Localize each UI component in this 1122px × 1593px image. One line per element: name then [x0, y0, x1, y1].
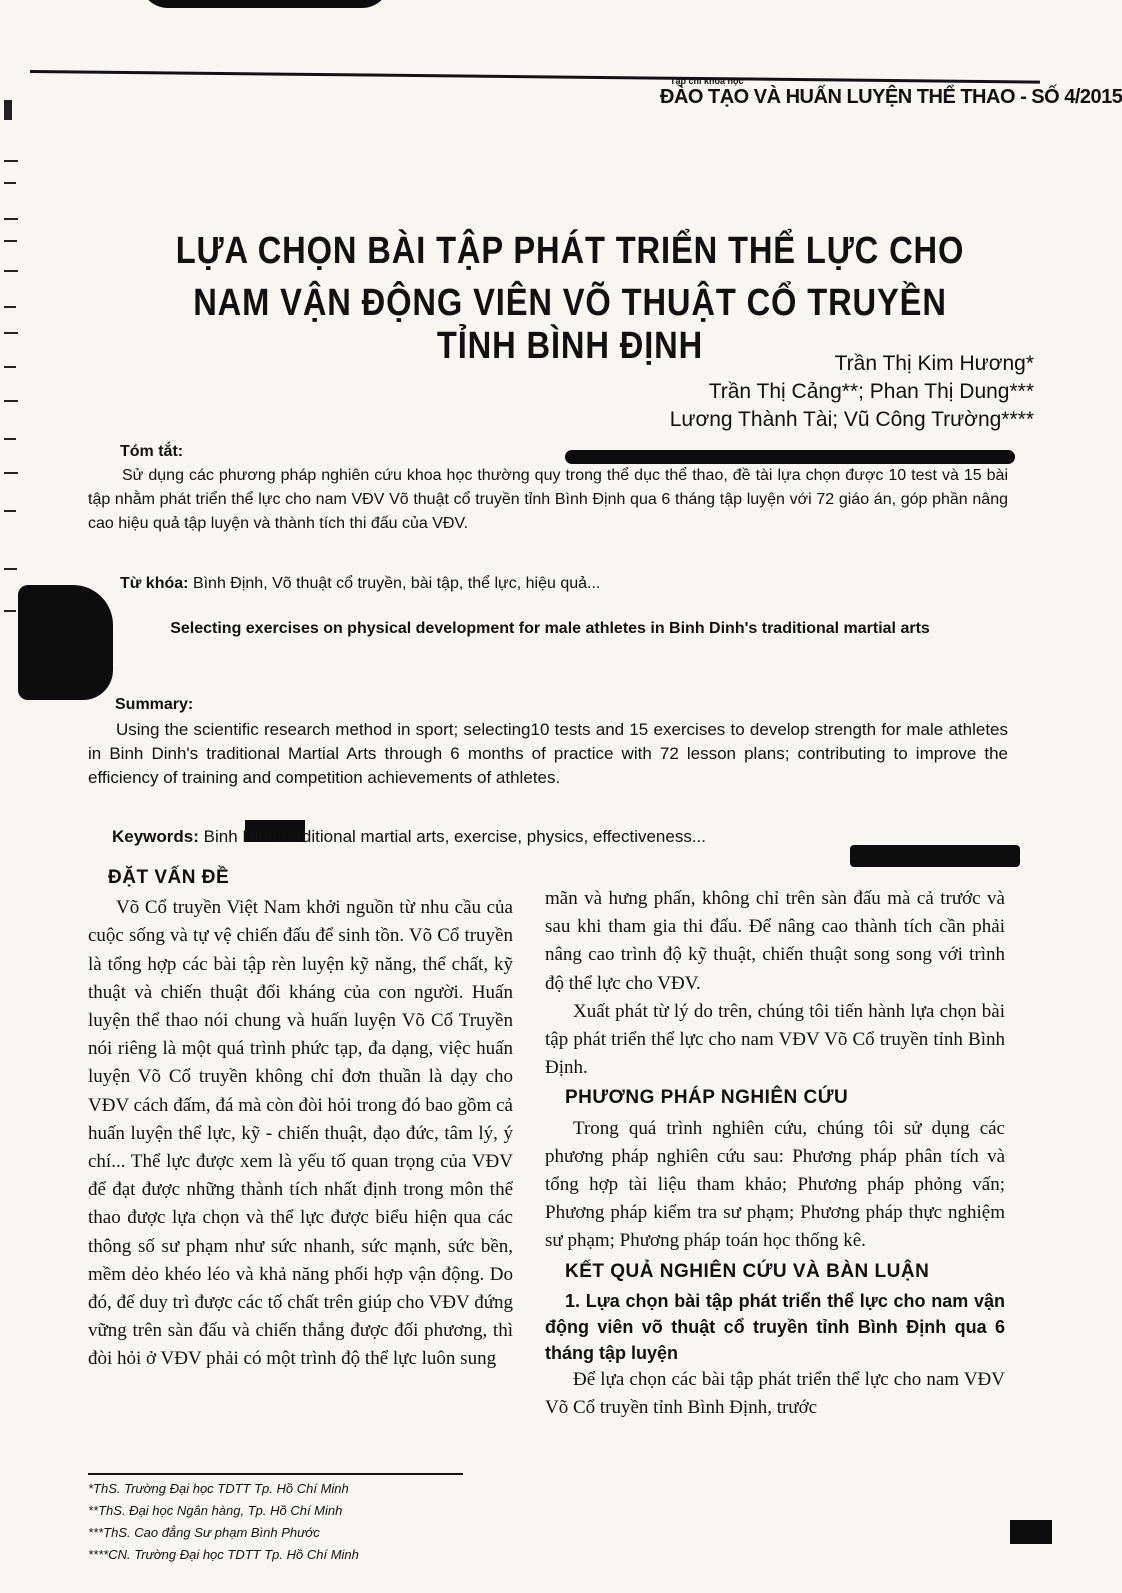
- subsection-heading: 1. Lựa chọn bài tập phát triển thể lực cho nam vận động viên võ thuật cổ truyền tỉnh Bình Định qua 6 tháng tập luyện: [545, 1290, 1005, 1363]
- scan-blot-corner: [1010, 1520, 1052, 1544]
- footnotes: [88, 1478, 359, 1566]
- section-heading: PHƯƠNG PHÁP NGHIÊN CỨU: [565, 1087, 849, 1109]
- keywords-vi: Từ khóa: Bình Định, Võ thuật cổ truyền, bài tập, thể lực, hiệu quả...: [120, 575, 601, 592]
- body-paragraph: Để lựa chọn các bài tập phát triển thể lực cho nam VĐV Võ Cổ truyền tỉnh Bình Định, trước: [545, 1368, 1005, 1419]
- body-column-right: [545, 885, 1005, 1422]
- issue-number: - SỐ 4/2015: [1020, 86, 1122, 108]
- section-heading: ĐẶT VẤN ĐỀ: [108, 867, 230, 888]
- journal-name: ĐÀO TẠO VÀ HUẤN LUYỆN THỂ THAO: [660, 86, 1015, 108]
- body-paragraph: mãn và hưng phấn, không chỉ trên sàn đấu mà cả trước và sau khi tham gia thi đấu. Để nâng cao thành tích cần phải nâng cao trình độ kỹ thuật, chiến thuật song song với trình độ thể lực cho VĐV.: [545, 888, 1005, 994]
- page-edge-artifacts: [0, 70, 40, 830]
- body-paragraph: Xuất phát từ lý do trên, chúng tôi tiến hành lựa chọn bài tập phát triển thể lực cho nam VĐV Võ Cổ truyền tỉnh Bình Định.: [545, 1000, 1005, 1079]
- footnote: *ThS. Trường Đại học TDTT Tp. Hồ Chí Minh: [88, 1481, 349, 1496]
- summary-label: Summary:: [115, 696, 194, 713]
- author-list: [670, 350, 1034, 434]
- abstract-vi-label: Tóm tắt:: [120, 443, 184, 460]
- author-line: Lương Thành Tài; Vũ Công Trường****: [669, 408, 1034, 431]
- section-heading: KẾT QUẢ NGHIÊN CỨU VÀ BÀN LUẬN: [565, 1260, 930, 1282]
- abstract-vi-text: Sử dụng các phương pháp nghiên cứu khoa học thường quy trong thể dục thể thao, đề tài lựa chọn được 10 test và 15 bài tập nhằm phát triển thể lực cho nam VĐV Võ thuật cổ truyền tỉnh Bình Định qua 6 tháng tập luyện với 72 giáo án, góp phần nâng cao hiệu quả tập luyện và thành tích thi đấu của VĐV.: [88, 467, 1008, 532]
- scan-smudge-top: [140, 0, 390, 8]
- footnote-rule: [88, 1473, 463, 1475]
- article-title-line2: NAM VẬN ĐỘNG VIÊN VÕ THUẬT CỔ TRUYỀN TỈNH BÌNH ĐỊNH: [193, 282, 947, 367]
- scan-blot-left: [18, 585, 113, 700]
- footnote: ****CN. Trường Đại học TDTT Tp. Hồ Chí Minh: [88, 1547, 359, 1562]
- body-paragraph: Võ Cổ truyền Việt Nam khởi nguồn từ nhu cầu của cuộc sống và tự vệ chiến đấu để sinh tồn. Võ Cổ truyền là tổng hợp các bài tập rèn luyện kỹ năng, thể chất, kỹ thuật và chiến thuật đối kháng của con người. Huấn luyện thể thao nói chung và huấn luyện Võ Cổ Truyền nói riêng là một quá trình phức tạp, đa dạng, việc huấn luyện Võ Cổ truyền không chỉ đơn thuần là dạy cho VĐV cách đấm, đá mà còn đòi hỏi trong đó bao gồm cả huấn luyện thể lực, kỹ - chiến thuật, đạo đức, tâm lý, ý chí... Thể lực được xem là yếu tố quan trọng của VĐV để đạt được những thành tích nhất định trong môn thể thao được lựa chọn và thể lực được biểu hiện qua các thông số sư phạm như sức nhanh, sức mạnh, sức bền, mềm dẻo khéo léo và khả năng phối hợp vận động. Do đó, để duy trì được các tố chất trên giúp cho VĐV đứng vững trên sàn đấu và chiến thắng được đối phương, thì đòi hỏi ở VĐV phải có một trình độ thể lực luôn sung: [88, 897, 513, 1370]
- author-line: Trần Thị Kim Hương*: [834, 352, 1034, 375]
- scan-blot-right: [850, 845, 1020, 867]
- author-line: Trần Thị Cảng**; Phan Thị Dung***: [708, 380, 1034, 403]
- scan-blot-abstract: [565, 450, 1015, 464]
- footnote: ***ThS. Cao đẳng Sư phạm Bình Phước: [88, 1525, 320, 1540]
- footnote: **ThS. Đại học Ngân hàng, Tp. Hồ Chí Minh: [88, 1503, 343, 1518]
- summary-text: Using the scientific research method in sport; selecting10 tests and 15 exercises to develop strength for male athletes in Binh Dinh's traditional Martial Arts through 6 months of practice with 72 lesson plans; contributing to improve the efficiency of training and competition achievements of athletes.: [88, 720, 1008, 787]
- journal-small-label: Tạp chí khoa học: [670, 76, 744, 86]
- english-title: Selecting exercises on physical development for male athletes in Binh Dinh's traditional martial arts: [170, 620, 930, 637]
- body-paragraph: Trong quá trình nghiên cứu, chúng tôi sử dụng các phương pháp nghiên cứu sau: Phương pháp phân tích và tổng hợp tài liệu tham khảo; Phương pháp phỏng vấn; Phương pháp kiểm tra sư phạm; Phương pháp thực nghiệm sư phạm; Phương pháp toán học thống kê.: [545, 1117, 1005, 1252]
- body-column-left: [88, 862, 513, 1374]
- journal-header: [660, 76, 1122, 109]
- keywords-en: Keywords: Binh Dinh traditional martial arts, exercise, physics, effectiveness...: [112, 827, 707, 846]
- article-title-line1: LỰA CHỌN BÀI TẬP PHÁT TRIỂN THỂ LỰC CHO: [175, 230, 965, 272]
